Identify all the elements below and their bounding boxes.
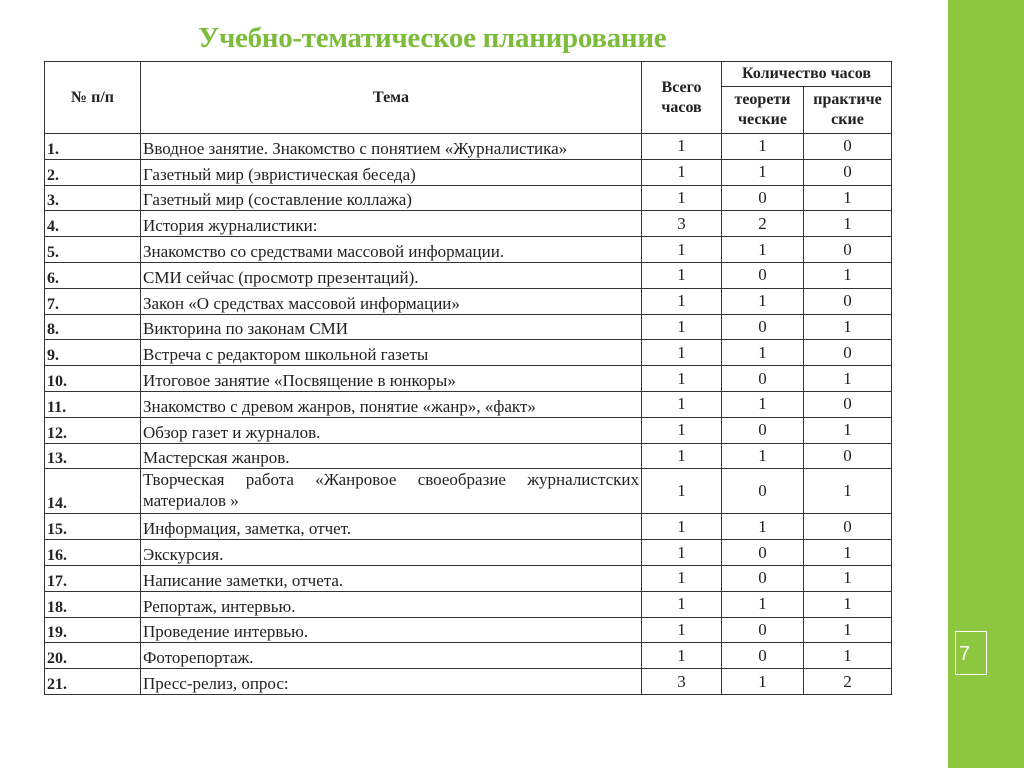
row-topic: Фоторепортаж. [141, 643, 642, 669]
table-row [45, 391, 892, 417]
table-row [45, 237, 892, 263]
row-practice-hours: 0 [804, 391, 892, 417]
row-practice-hours: 0 [804, 443, 892, 469]
row-practice-hours: 1 [804, 540, 892, 566]
row-total-hours: 1 [642, 514, 722, 540]
row-number: 9. [45, 340, 141, 366]
table-row [45, 288, 892, 314]
row-practice-hours: 0 [804, 237, 892, 263]
row-number: 10. [45, 366, 141, 392]
row-topic: Мастерская жанров. [141, 443, 642, 469]
table-row [45, 565, 892, 591]
row-topic: Закон «О средствах массовой информации» [141, 288, 642, 314]
table-row [45, 314, 892, 340]
row-total-hours: 1 [642, 288, 722, 314]
row-theory-hours: 1 [722, 340, 804, 366]
row-theory-hours: 0 [722, 617, 804, 643]
row-practice-hours: 1 [804, 565, 892, 591]
row-number: 2. [45, 159, 141, 185]
table-body [45, 134, 892, 695]
row-practice-hours: 2 [804, 669, 892, 695]
row-practice-hours: 1 [804, 417, 892, 443]
row-total-hours: 1 [642, 185, 722, 211]
row-number: 1. [45, 134, 141, 160]
row-total-hours: 1 [642, 391, 722, 417]
row-number: 16. [45, 540, 141, 566]
row-theory-hours: 0 [722, 469, 804, 514]
row-topic: Итоговое занятие «Посвящение в юнкоры» [141, 366, 642, 392]
row-practice-hours: 1 [804, 469, 892, 514]
row-number: 6. [45, 262, 141, 288]
row-theory-hours: 0 [722, 185, 804, 211]
header-num: № п/п [45, 62, 141, 134]
row-practice-hours: 0 [804, 514, 892, 540]
row-theory-hours: 2 [722, 211, 804, 237]
row-number: 14. [45, 469, 141, 514]
table-row [45, 443, 892, 469]
row-total-hours: 1 [642, 237, 722, 263]
row-topic: Газетный мир (составление коллажа) [141, 185, 642, 211]
row-practice-hours: 1 [804, 262, 892, 288]
table-row [45, 540, 892, 566]
row-number: 20. [45, 643, 141, 669]
row-topic: Пресс-релиз, опрос: [141, 669, 642, 695]
table-row [45, 262, 892, 288]
row-topic: СМИ сейчас (просмотр презентаций). [141, 262, 642, 288]
table-row [45, 514, 892, 540]
row-practice-hours: 1 [804, 185, 892, 211]
table-row [45, 417, 892, 443]
row-number: 8. [45, 314, 141, 340]
row-number: 7. [45, 288, 141, 314]
row-topic: Проведение интервью. [141, 617, 642, 643]
row-practice-hours: 0 [804, 134, 892, 160]
row-theory-hours: 0 [722, 262, 804, 288]
table-row [45, 366, 892, 392]
row-theory-hours: 1 [722, 443, 804, 469]
row-topic: Информация, заметка, отчет. [141, 514, 642, 540]
table-row [45, 643, 892, 669]
row-theory-hours: 1 [722, 288, 804, 314]
header-practice: практиче ские [804, 87, 892, 134]
row-topic: Викторина по законам СМИ [141, 314, 642, 340]
row-number: 11. [45, 391, 141, 417]
row-theory-hours: 0 [722, 540, 804, 566]
row-total-hours: 1 [642, 443, 722, 469]
table-row [45, 469, 892, 514]
header-theory: теорети ческие [722, 87, 804, 134]
row-total-hours: 1 [642, 340, 722, 366]
row-topic: Репортаж, интервью. [141, 591, 642, 617]
row-theory-hours: 0 [722, 565, 804, 591]
row-total-hours: 1 [642, 617, 722, 643]
header-total: Всего часов [642, 62, 722, 134]
table-row [45, 591, 892, 617]
row-total-hours: 1 [642, 134, 722, 160]
row-number: 13. [45, 443, 141, 469]
page-number: 7 [955, 631, 987, 675]
row-topic: Вводное занятие. Знакомство с понятием «Журналистика» [141, 134, 642, 160]
table-row [45, 185, 892, 211]
table-row [45, 134, 892, 160]
row-topic: Обзор газет и журналов. [141, 417, 642, 443]
row-total-hours: 1 [642, 565, 722, 591]
row-topic: Знакомство с древом жанров, понятие «жанр», «факт» [141, 391, 642, 417]
header-topic: Тема [141, 62, 642, 134]
row-total-hours: 1 [642, 262, 722, 288]
slide-title: Учебно-тематическое планирование [198, 22, 667, 54]
row-topic: Знакомство со средствами массовой информации. [141, 237, 642, 263]
row-number: 18. [45, 591, 141, 617]
row-number: 12. [45, 417, 141, 443]
row-theory-hours: 1 [722, 669, 804, 695]
row-number: 5. [45, 237, 141, 263]
table-row [45, 617, 892, 643]
row-theory-hours: 1 [722, 134, 804, 160]
row-total-hours: 1 [642, 314, 722, 340]
row-practice-hours: 1 [804, 643, 892, 669]
row-theory-hours: 1 [722, 514, 804, 540]
row-total-hours: 1 [642, 591, 722, 617]
row-practice-hours: 1 [804, 211, 892, 237]
header-hours-group: Количество часов [722, 62, 892, 87]
row-topic: Творческая работа «Жанровое своеобразие журналистских материалов » [141, 469, 642, 514]
row-practice-hours: 0 [804, 340, 892, 366]
row-theory-hours: 0 [722, 366, 804, 392]
table-row [45, 340, 892, 366]
row-total-hours: 1 [642, 469, 722, 514]
row-theory-hours: 0 [722, 643, 804, 669]
row-theory-hours: 1 [722, 591, 804, 617]
row-practice-hours: 1 [804, 366, 892, 392]
row-practice-hours: 1 [804, 314, 892, 340]
row-total-hours: 1 [642, 366, 722, 392]
table-row [45, 669, 892, 695]
table-row [45, 159, 892, 185]
row-theory-hours: 1 [722, 237, 804, 263]
row-total-hours: 3 [642, 669, 722, 695]
row-theory-hours: 1 [722, 391, 804, 417]
row-topic: Написание заметки, отчета. [141, 565, 642, 591]
row-topic: Встреча с редактором школьной газеты [141, 340, 642, 366]
row-number: 4. [45, 211, 141, 237]
row-number: 3. [45, 185, 141, 211]
row-total-hours: 1 [642, 159, 722, 185]
plan-table [44, 61, 892, 695]
row-practice-hours: 1 [804, 617, 892, 643]
row-theory-hours: 0 [722, 314, 804, 340]
row-number: 17. [45, 565, 141, 591]
row-theory-hours: 1 [722, 159, 804, 185]
row-practice-hours: 0 [804, 288, 892, 314]
row-number: 15. [45, 514, 141, 540]
row-total-hours: 3 [642, 211, 722, 237]
row-practice-hours: 1 [804, 591, 892, 617]
row-number: 19. [45, 617, 141, 643]
row-total-hours: 1 [642, 540, 722, 566]
row-topic: Газетный мир (эвристическая беседа) [141, 159, 642, 185]
row-total-hours: 1 [642, 643, 722, 669]
row-number: 21. [45, 669, 141, 695]
row-theory-hours: 0 [722, 417, 804, 443]
table-row [45, 211, 892, 237]
row-topic: История журналистики: [141, 211, 642, 237]
row-topic: Экскурсия. [141, 540, 642, 566]
row-total-hours: 1 [642, 417, 722, 443]
row-practice-hours: 0 [804, 159, 892, 185]
